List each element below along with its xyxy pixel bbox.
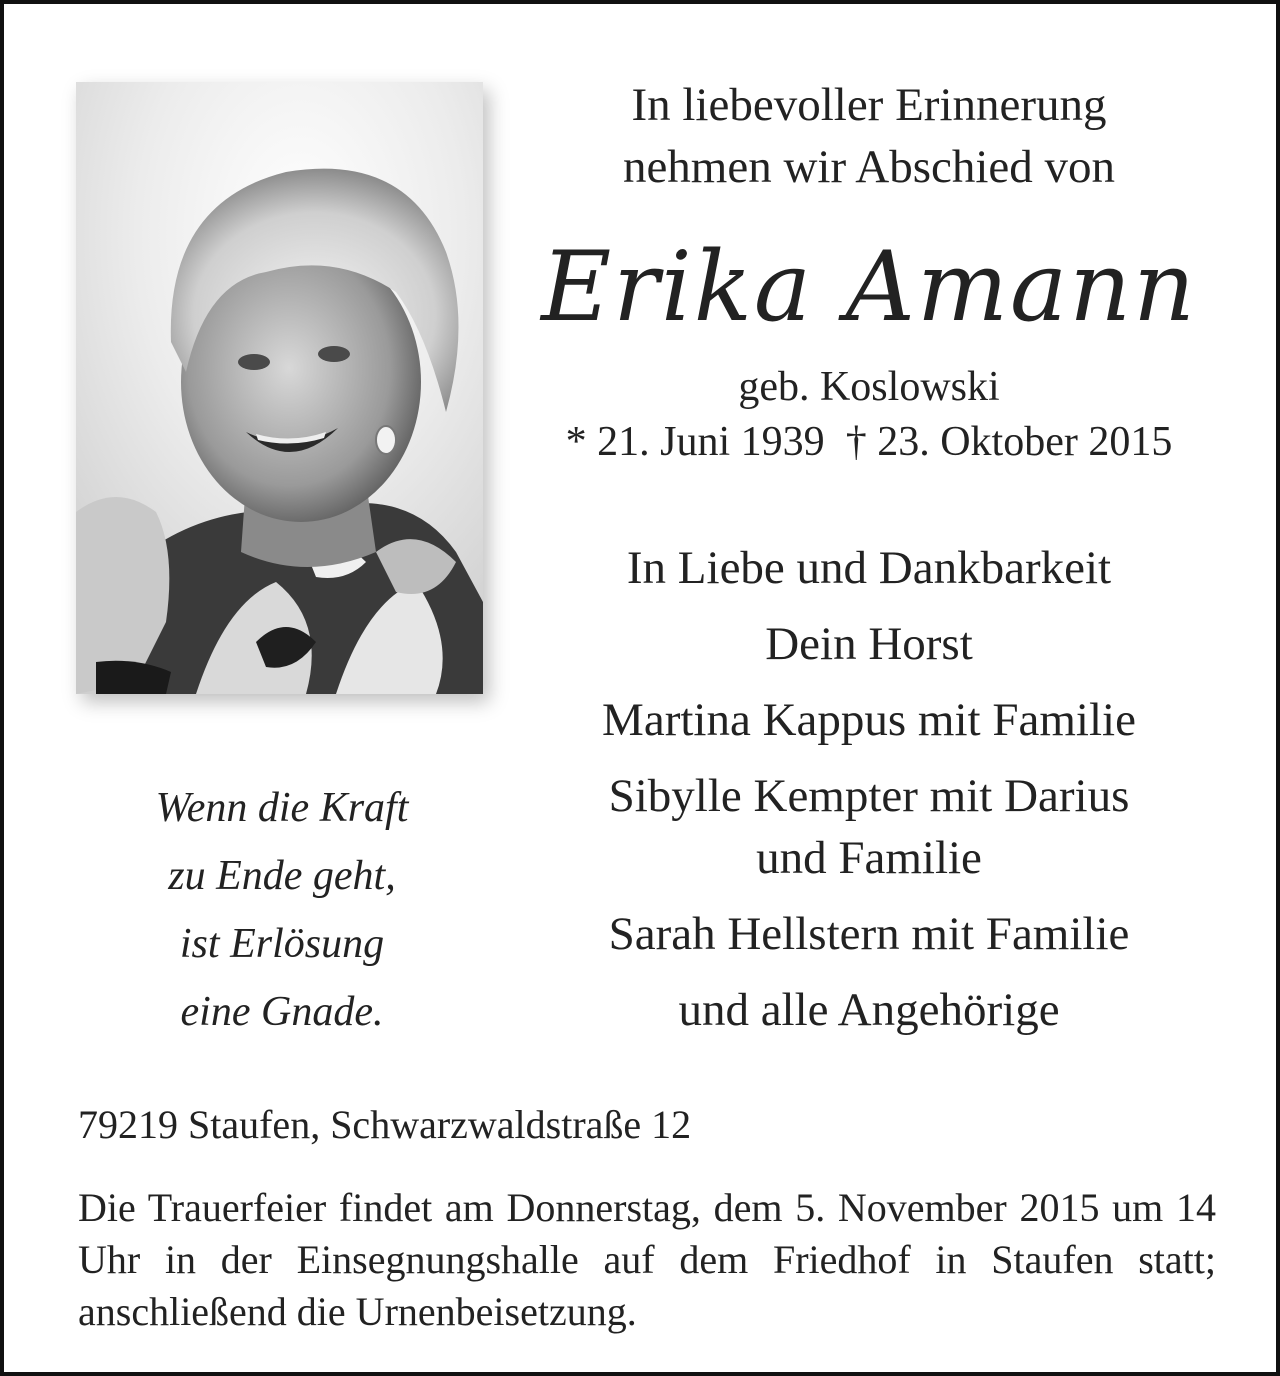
quote-line: ist Erlösung bbox=[179, 921, 385, 967]
mourner-line: und alle Angehörige bbox=[678, 984, 1060, 1036]
mourners-heading: In Liebe und Dankbarkeit bbox=[626, 542, 1112, 594]
family-address: 79219 Staufen, Schwarzwaldstraße 12 bbox=[78, 1102, 692, 1147]
quote-line: zu Ende geht, bbox=[168, 853, 396, 899]
maiden-name: geb. Koslowski bbox=[738, 364, 1000, 410]
quote-line: eine Gnade. bbox=[180, 989, 384, 1035]
mourner-line: Sarah Hellstern mit Familie bbox=[608, 908, 1130, 960]
intro-text bbox=[534, 74, 1204, 198]
portrait-image bbox=[76, 82, 483, 694]
quote-line: Wenn die Kraft bbox=[155, 785, 409, 831]
funeral-service-info: Die Trauerfeier findet am Donnerstag, dem 5. November 2015 um 14 Uhr in der Einsegnungshalle auf dem Friedhof in Staufen statt; anschließend die Urnenbeisetzung. bbox=[78, 1185, 1216, 1334]
birth-date: * 21. Juni 1939 bbox=[565, 419, 825, 465]
portrait-photo bbox=[76, 82, 483, 694]
mourner-line: Sibylle Kempter mit Darius bbox=[608, 770, 1130, 822]
deceased-name: Erika Amann bbox=[541, 231, 1197, 343]
mourner-line: Martina Kappus mit Familie bbox=[602, 694, 1136, 746]
life-dates bbox=[509, 414, 1229, 470]
memorial-quote bbox=[92, 774, 472, 1046]
mourner-line: und Familie bbox=[756, 832, 982, 884]
intro-line-2: nehmen wir Abschied von bbox=[622, 141, 1116, 193]
mourners-list bbox=[524, 537, 1214, 1041]
intro-line-1: In liebevoller Erinnerung bbox=[631, 79, 1107, 131]
mourner-line: Dein Horst bbox=[765, 618, 973, 670]
death-date: † 23. Oktober 2015 bbox=[845, 419, 1173, 465]
